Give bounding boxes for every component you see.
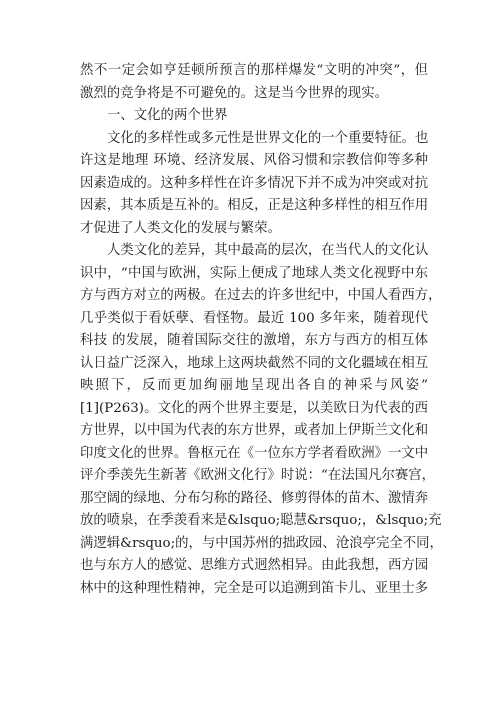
text-line-19: 评介季羡先生新著《欧洲文化行》时说：“在法国凡尔赛宫， bbox=[80, 468, 435, 483]
text-line-4: 文化的多样性或多元性是世界文化的一个重要特征。也 bbox=[107, 130, 429, 146]
text-line-5: 许这是地理 环境、经济发展、风俗习惯和宗教信仰等多种 bbox=[80, 153, 428, 168]
text-line-11: 方与西方对立的两极。在过去的许多世纪中，中国人看西方， bbox=[80, 288, 442, 303]
text-line-14: 认日益广泛深入，地球上这两块截然不同的文化疆域在相互 bbox=[80, 355, 429, 371]
text-line-7: 因素，其本质是互补的。相反，正是这种多样性的相互作用 bbox=[80, 198, 429, 213]
text-line-24: 林中的这种理性精神，完全是可以追溯到笛卡儿、亚里士多 bbox=[80, 580, 429, 596]
text-line-2: 激烈的竞争将是不可避免的。这是当今世界的现实。 bbox=[80, 85, 388, 101]
text-line-22: 满逻辑&rsquo;的，与中国苏州的拙政园、沧浪亭完全不同， bbox=[80, 535, 443, 551]
text-line-23: 也与东方人的感觉、思维方式迥然相异。由此我想，西方园 bbox=[80, 558, 429, 573]
text-line-16: [1](P263)。文化的两个世界主要是，以美欧日为代表的西 bbox=[80, 400, 428, 416]
text-line-17: 方世界，以中国为代表的东方世界，或者加上伊斯兰文化和 bbox=[80, 423, 429, 438]
text-line-6: 因素造成的。这种多样性在许多情况下并不成为冲突或对抗 bbox=[80, 175, 429, 191]
text-line-20: 那空阔的绿地、分布匀称的路径、修剪得体的苗木、激情奔 bbox=[80, 490, 429, 506]
text-line-15: 映照下，反而更加绚丽地呈现出各自的神采与风姿” bbox=[80, 378, 428, 393]
text-line-21: 放的喷泉，在季羡看来是&lsquo;聪慧&rsquo;，&lsquo;充 bbox=[80, 513, 442, 528]
section-heading: 一、文化的两个世界 bbox=[107, 108, 228, 123]
text-line-8: 才促进了人类文化的发展与繁荣。 bbox=[80, 220, 281, 236]
text-line-13: 科技 的发展，随着国际交往的激增，东方与西方的相互体 bbox=[80, 333, 428, 348]
text-line-10: 识中，“中国与欧洲，实际上便成了地球人类文化视野中东 bbox=[80, 265, 428, 281]
text-line-12: 几乎类似于看妖孽、看怪物。最近 100 多年来，随着现代 bbox=[80, 310, 428, 326]
text-line-1: 然不一定会如亨廷顿所预言的那样爆发“文明的冲突”，但 bbox=[80, 63, 428, 78]
text-line-18: 印度文化的世界。鲁枢元在《一位东方学者看欧洲》一文中 bbox=[80, 445, 429, 461]
text-line-9: 人类文化的差异，其中最高的层次，在当代人的文化认 bbox=[107, 243, 429, 258]
document-body bbox=[80, 60, 443, 600]
